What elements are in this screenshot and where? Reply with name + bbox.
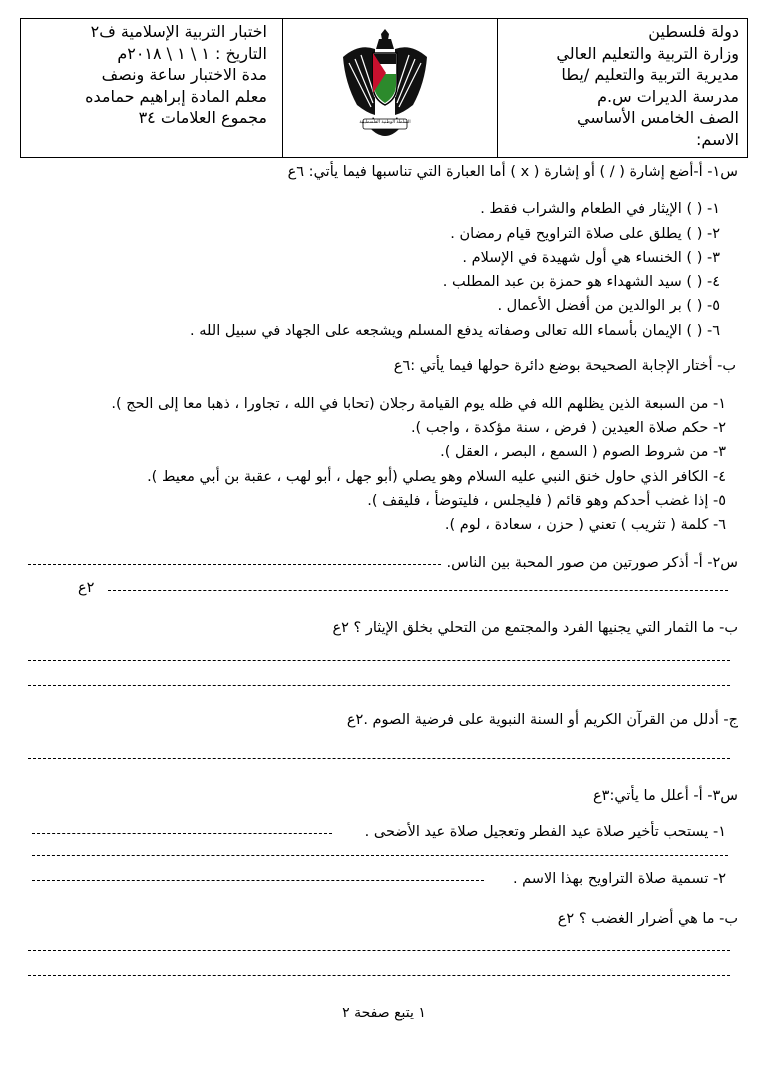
ministry-name: وزارة التربية والتعليم العالي xyxy=(556,43,739,63)
exam-header xyxy=(20,18,748,158)
q2b-title: ب- ما الثمار التي يجنيها الفرد والمجتمع من التحلي بخلق الإيثار ؟ ٢ع xyxy=(332,620,738,636)
header-divider-left xyxy=(282,19,283,157)
q1a-title: س١- أ-أضع إشارة ( / ) أو إشارة ( x ) أما العبارة التي تناسبها فيما يأتي: ٦ع xyxy=(287,164,738,180)
page-footer: ١ يتبع صفحة ٢ xyxy=(342,1005,426,1021)
answer-line xyxy=(32,855,728,856)
q1a-item-1: ١- ( ) الإيثار في الطعام والشراب فقط . xyxy=(480,201,720,217)
student-name-label: الاسم: xyxy=(695,129,739,149)
q1a-item-4: ٤- ( ) سيد الشهداء هو حمزة بن عبد المطلب . xyxy=(442,274,720,290)
grade-label: الصف الخامس الأساسي xyxy=(576,108,739,127)
q1b-item-3: ٣- من شروط الصوم ( السمع ، البصر ، العقل ). xyxy=(440,444,726,460)
q1b-item-5: ٥- إذا غضب أحدكم وهو قائم ( فليجلس ، فليتوضأ ، فليقف ). xyxy=(367,493,726,509)
answer-line xyxy=(28,564,441,565)
q3a-item-1: ١- يستحب تأخير صلاة عيد الفطر وتعجيل صلاة عيد الأضحى . xyxy=(364,824,726,840)
answer-line xyxy=(28,660,730,661)
q1b-item-6: ٦- كلمة ( تثريب ) تعني ( حزن ، سعادة ، لوم ). xyxy=(444,517,726,533)
total-marks: مجموع العلامات ٣٤ xyxy=(138,108,267,127)
palestinian-eagle-emblem-icon xyxy=(339,23,431,147)
q3a-item-2: ٢- تسمية صلاة التراويح بهذا الاسم . xyxy=(512,871,726,887)
q1b-item-2: ٢- حكم صلاة العيدين ( فرض ، سنة مؤكدة ، واجب ). xyxy=(410,420,726,436)
q1b-item-1: ١- من السبعة الذين يظلهم الله في ظله يوم القيامة رجلان (تحابا في الله ، تجاورا ، ذهبا معا إلى الحج ). xyxy=(111,396,726,412)
school-name: مدرسة الديرات س.م xyxy=(597,86,739,106)
q3a-title: س٣- أ- أعلل ما يأتي:٣ع xyxy=(593,788,738,804)
answer-line xyxy=(28,975,730,976)
answer-line xyxy=(28,758,730,759)
directorate-name: مديرية التربية والتعليم /يطا xyxy=(561,65,739,84)
school-info xyxy=(519,21,739,150)
q2c-title: ج- أدلل من القرآن الكريم أو السنة النبوية على فرضية الصوم .٢ع xyxy=(346,712,738,728)
header-divider-right xyxy=(497,19,498,157)
q2a-marks: ٢ع xyxy=(78,580,95,596)
q3b-title: ب- ما هي أضرار الغضب ؟ ٢ع xyxy=(557,911,738,927)
q1a-item-5: ٥- ( ) بر الوالدين من أفضل الأعمال . xyxy=(497,298,720,314)
exam-title: اختبار التربية الإسلامية ف٢ xyxy=(90,22,267,41)
exam-info xyxy=(27,21,267,129)
answer-line xyxy=(32,833,332,834)
q2a-title: س٢- أ- أذكر صورتين من صور المحبة بين الناس. xyxy=(446,555,738,571)
q1a-item-6: ٦- ( ) الإيمان بأسماء الله تعالى وصفاته يدفع المسلم ويشجعه على الجهاد في سبيل الله . xyxy=(190,323,720,339)
q1a-item-2: ٢- ( ) يطلق على صلاة التراويح قيام رمضان . xyxy=(450,226,720,242)
q1b-item-4: ٤- الكافر الذي حاول خنق النبي عليه السلام وهو يصلي (أبو جهل ، أبو لهب ، عقبة بن أبي معيط ). xyxy=(147,469,726,485)
q1a-item-3: ٣- ( ) الخنساء هي أول شهيدة في الإسلام . xyxy=(462,250,720,266)
answer-line xyxy=(108,590,728,591)
answer-line xyxy=(28,685,730,686)
answer-line xyxy=(32,880,484,881)
emblem-caption: السلطة الوطنية الفلسطينية xyxy=(359,120,411,125)
exam-duration: مدة الاختبار ساعة ونصف xyxy=(101,65,267,84)
exam-date: التاريخ : ١ \ ١ \ ٢٠١٨م xyxy=(117,43,267,63)
teacher-name: معلم المادة إبراهيم حمامده xyxy=(85,86,267,106)
answer-line xyxy=(28,950,730,951)
country-name: دولة فلسطين xyxy=(648,22,739,41)
q1b-title: ب- أختار الإجابة الصحيحة بوضع دائرة حولها فيما يأتي :٦ع xyxy=(393,358,736,374)
